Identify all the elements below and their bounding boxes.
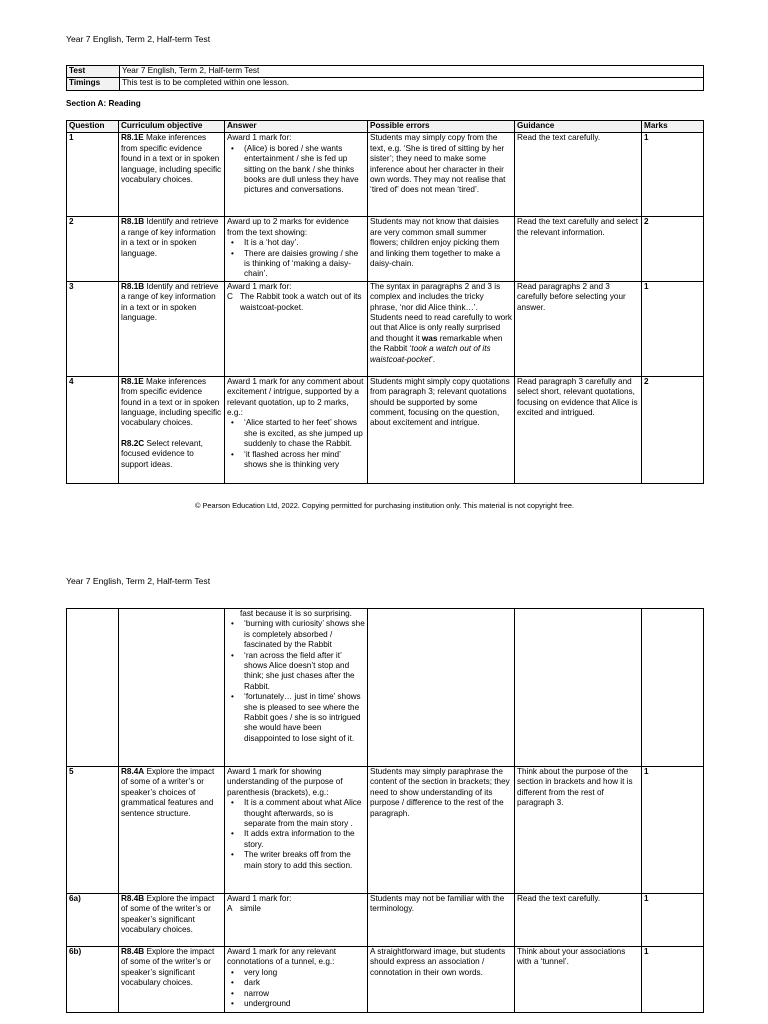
curriculum-objective	[119, 767, 225, 894]
guidance: Read paragraph 3 carefully and select short, relevant quotations, focusing on evidence that Alice is excited and intrigued.	[515, 376, 642, 483]
table-row	[67, 894, 704, 947]
curriculum-objective	[119, 281, 225, 376]
answer-bullet: • underground	[227, 999, 365, 1009]
answer-intro: Award 1 mark for:	[227, 894, 292, 903]
objective-code: R8.2C	[121, 438, 145, 448]
table-header-row	[67, 121, 704, 133]
objective-code: R8.1E	[121, 133, 144, 143]
answer-cell	[225, 281, 368, 376]
answer-text: The Rabbit took a watch out of its waistcoat-pocket.	[240, 292, 362, 312]
page-header: Year 7 English, Term 2, Half-term Test	[66, 34, 211, 44]
objective-code: R8.4A	[121, 767, 145, 776]
errors-text: ’.	[430, 354, 436, 364]
answer-cell	[225, 894, 368, 947]
answer-bullet: • ‘Alice started to her feet’ shows she is excited, as she jumped up suddenly to chase the Rabbit.	[227, 418, 365, 449]
objective-code: R8.4B	[121, 947, 145, 956]
mark-scheme-table-continued	[66, 608, 704, 1013]
marks: 1	[642, 894, 704, 947]
curriculum-objective	[119, 376, 225, 483]
marks: 1	[642, 947, 704, 1013]
table-row	[67, 281, 704, 376]
possible-errors: Students may simply copy from the text, e.g. ‘She is tired of sitting by her sister’; they need to make some inference about her character in their own words. They may not realise that ‘tired of’ does not mean ‘tired’.	[368, 133, 515, 217]
curriculum-objective	[119, 133, 225, 217]
guidance: Think about your associations with a ‘tunnel’.	[515, 947, 642, 1013]
question-number: 6b)	[67, 947, 119, 1013]
marks	[642, 609, 704, 767]
answer-bullet: • It is a ‘hot day’.	[227, 238, 365, 248]
answer-cell	[225, 767, 368, 894]
answer-cell	[225, 133, 368, 217]
errors-text: remarkable when the Rabbit ‘	[370, 333, 503, 354]
curriculum-objective	[119, 217, 225, 281]
objective-text: Identify and retrieve a range of key information in a text or in spoken language.	[121, 281, 219, 323]
guidance: Read paragraphs 2 and 3 carefully before selecting your answer.	[515, 281, 642, 376]
answer-bullet: • (Alice) is bored / she wants entertainment / she is fed up sitting on the bank / she thinks books are dull unless they have pictures and conversations.	[227, 144, 365, 196]
curriculum-objective	[119, 609, 225, 767]
table-row	[67, 767, 704, 894]
column-header: Answer	[225, 121, 368, 133]
answer-bullet: • narrow	[227, 989, 365, 999]
info-value: Year 7 English, Term 2, Half-term Test	[120, 66, 704, 78]
answer-bullet: • dark	[227, 978, 365, 988]
answer-bullet: • It adds extra information to the story.	[227, 829, 365, 850]
column-header: Possible errors	[368, 121, 515, 133]
answer-bullet: • ‘fortunately… just in time’ shows she is pleased to see where the Rabbit goes / she is so intrigued she would have been disappointed to lose sight of it.	[227, 692, 365, 744]
page-header: Year 7 English, Term 2, Half-term Test	[66, 576, 211, 586]
objective-text: Explore the impact of some of the writer’s or speaker’s significant vocabulary choices.	[121, 947, 215, 988]
errors-quote: took a watch out of its waistcoat-pocket	[370, 344, 491, 364]
possible-errors	[368, 281, 515, 376]
marks: 1	[642, 281, 704, 376]
guidance: Read the text carefully.	[515, 133, 642, 217]
answer-intro: Award 1 mark for any comment about excitement / intrigue, supported by a relevant quotation, up to 2 marks, e.g.:	[227, 376, 364, 418]
guidance: Read the text carefully.	[515, 894, 642, 947]
copyright-footer: © Pearson Education Ltd, 2022. Copying permitted for purchasing institution only. This material is not copyright free.	[194, 501, 574, 510]
marks: 2	[642, 217, 704, 281]
objective-text: Select relevant, focused evidence to support ideas.	[121, 438, 203, 469]
column-header: Question	[67, 121, 119, 133]
answer-cell	[225, 609, 368, 767]
objective-text: Identify and retrieve a range of key information in a text or in spoken language.	[121, 217, 219, 258]
marks: 1	[642, 133, 704, 217]
possible-errors: Students might simply copy quotations from paragraph 3; relevant quotations should be supported by some comment, focusing on the question, about excitement and intrigue.	[368, 376, 515, 483]
possible-errors: Students may not be familiar with the terminology.	[368, 894, 515, 947]
question-number: 5	[67, 767, 119, 894]
answer-intro: Award up to 2 marks for evidence from the text showing:	[227, 217, 349, 237]
column-header: Curriculum objective	[119, 121, 225, 133]
possible-errors: Students may simply paraphrase the content of the section in brackets; they need to show understanding of its purpose / difference to the rest of the paragraph.	[368, 767, 515, 894]
answer-cell	[225, 217, 368, 281]
objective-code: R8.1E	[121, 376, 144, 386]
answer-letter: C	[227, 292, 233, 302]
question-number: 1	[67, 133, 119, 217]
guidance	[515, 609, 642, 767]
answer-bullet: • The writer breaks off from the main story to add this section.	[227, 850, 365, 871]
column-header: Marks	[642, 121, 704, 133]
mark-scheme-table	[66, 120, 704, 484]
guidance: Read the text carefully and select the relevant information.	[515, 217, 642, 281]
objective-code: R8.1B	[121, 217, 145, 227]
errors-text: The syntax in paragraphs 2 and 3 is complex and includes the tricky phrase, ‘nor did Alice think…’. Students need to read carefully to work out that Alice is only really surprised and thought it	[370, 281, 512, 343]
answer-bullet: • It is a comment about what Alice thought afterwards, so is separate from the main story .	[227, 798, 365, 829]
answer-letter: A	[227, 904, 233, 914]
answer-intro: Award 1 mark for:	[227, 281, 292, 291]
answer-bullet: • very long	[227, 968, 365, 978]
possible-errors: Students may not know that daisies are very common small summer flowers; children enjoy picking them and linking them together to make a daisy-chain.	[368, 217, 515, 281]
table-row	[67, 217, 704, 281]
possible-errors	[368, 609, 515, 767]
answer-bullet: • ‘burning with curiosity’ shows she is completely absorbed / fascinated by the Rabbit	[227, 619, 365, 650]
errors-emphasis: was	[421, 333, 438, 343]
info-row-test	[67, 66, 704, 78]
answer-cell	[225, 376, 368, 483]
objective-code: R8.4B	[121, 894, 145, 903]
answer-bullet: • There are daisies growing / she is thinking of ‘making a daisy-chain’.	[227, 249, 365, 280]
objective-text: Make inferences from specific evidence found in a text or in spoken language, including specific vocabulary choices.	[121, 376, 222, 428]
objective-text: Explore the impact of some of a writer’s or speaker’s choices of grammatical features and sentence structure.	[121, 767, 215, 818]
section-title: Section A: Reading	[66, 99, 141, 108]
question-number: 6a)	[67, 894, 119, 947]
table-row	[67, 947, 704, 1013]
info-value: This test is to be completed within one lesson.	[120, 78, 704, 90]
question-number: 3	[67, 281, 119, 376]
answer-continuation: fast because it is so surprising.	[240, 609, 352, 618]
table-row	[67, 133, 704, 217]
possible-errors: A straightforward image, but students should express an association / connotation in their own words.	[368, 947, 515, 1013]
info-row-timings	[67, 78, 704, 90]
marks: 2	[642, 376, 704, 483]
answer-bullet: • ‘ran across the field after it’ shows Alice doesn’t stop and think; she just chases after the Rabbit.	[227, 651, 365, 693]
objective-text: Make inferences from specific evidence found in a text or in spoken language, including specific vocabulary choices.	[121, 133, 222, 185]
answer-intro: Award 1 mark for showing understanding of the purpose of parenthesis (brackets), e.g.:	[227, 767, 343, 797]
answer-cell	[225, 947, 368, 1013]
answer-intro: Award 1 mark for any relevant connotations of a tunnel, e.g.:	[227, 947, 337, 967]
info-label: Timings	[67, 78, 120, 90]
objective-text: Explore the impact of some of the writer’s or speaker’s significant vocabulary choices.	[121, 894, 215, 935]
question-number: 4	[67, 376, 119, 483]
curriculum-objective	[119, 894, 225, 947]
column-header: Guidance	[515, 121, 642, 133]
marks: 1	[642, 767, 704, 894]
table-row	[67, 376, 704, 483]
answer-intro: Award 1 mark for:	[227, 133, 292, 143]
objective-code: R8.1B	[121, 281, 145, 291]
question-number: 2	[67, 217, 119, 281]
test-info-table	[66, 65, 704, 91]
table-row	[67, 609, 704, 767]
curriculum-objective	[119, 947, 225, 1013]
info-label: Test	[67, 66, 120, 78]
guidance: Think about the purpose of the section in brackets and how it is different from the rest of paragraph 3.	[515, 767, 642, 894]
question-number	[67, 609, 119, 767]
answer-text: simile	[240, 904, 261, 914]
answer-bullet: • ‘it flashed across her mind’ shows she is thinking very	[227, 450, 365, 471]
